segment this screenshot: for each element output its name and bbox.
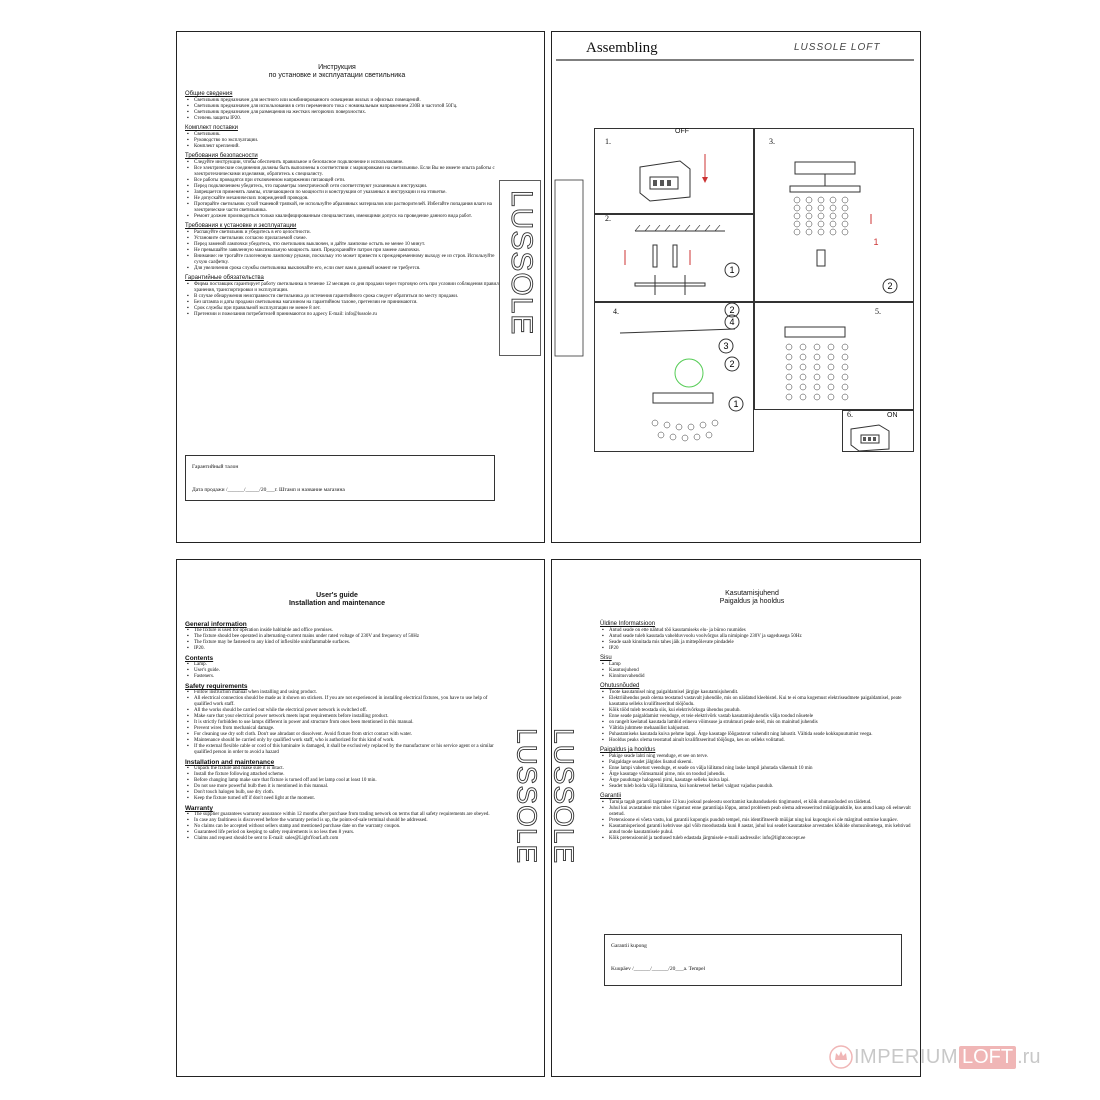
et-list-item: ▪ Kasutusjuhend bbox=[600, 668, 912, 674]
en-section bbox=[185, 683, 503, 756]
ru-list-item: ▪ Без штампа и даты продажи светильника магазином на гарантийном талоне, претензии не принимаются. bbox=[185, 300, 503, 306]
ru-list-item: ▪ Все работы проводятся при отключенном напряжении питающей сети. bbox=[185, 178, 503, 184]
et-list-item: ▪ Juhul kui avastatakse mis tahes vigastust enne garantiiaja lõppu, antud probleem peab olema adresseeritud müügipunktile, kus antud kaup oli eelnevalt ostetud. bbox=[600, 806, 912, 818]
brand-logo: LUSSOLE LOFT bbox=[794, 42, 881, 53]
step-1-panel bbox=[594, 128, 754, 214]
ru-coupon-line: Дата продажи /______/_____/20___г. Штамп и название магазина bbox=[192, 487, 345, 493]
en-list-item: ▪ It is strictly forbidden to use lamps different in power and structure from ones been mentioned in this manual. bbox=[185, 720, 503, 726]
lussole-vertical-logo bbox=[499, 180, 541, 356]
vertical-logo-text-en: LUSSOLE bbox=[511, 728, 543, 865]
et-list-item: ▪ Elektriühendus peab olema teostatud vastavalt juhendile, mis on näidatud kleebistel. Kui te ei oma kogemust elektriseadmete paigaldamisel, peate kasutama selleks kvalifitseeritud tööjõudu. bbox=[600, 696, 912, 708]
et-list-item: ▪ Kasutamisperiood garantii kehtivuse ajal võib moodustada kuni 8 aastat, juhul kui seadet kasutatakse arvestades kõikide ohutusnõuetega, mis kehtivad antud toode kasutamisele puhul. bbox=[600, 824, 912, 836]
et-section bbox=[600, 793, 912, 842]
wiring-diagram bbox=[615, 313, 755, 451]
en-list-item: ▪ Maintenance should be carried only by qualified work staff, who is authorized for this kind of work. bbox=[185, 738, 503, 744]
en-section-heading: Installation and maintenance bbox=[185, 759, 275, 766]
lussole-vertical-logo-et bbox=[548, 720, 582, 900]
chandelier-mount-diagram bbox=[775, 154, 905, 294]
ru-list-item: ▪ Ремонт должен производиться только квалифицированным специалистами, имеющими допуск на проведение данного вида работ. bbox=[185, 214, 503, 220]
ru-section-heading: Требования к установке и эксплуатации bbox=[185, 223, 297, 229]
step-3-number: 3. bbox=[769, 137, 775, 146]
crown-logo-icon bbox=[828, 1044, 854, 1070]
en-list-item: ▪ Prevent wires from mechanical damage. bbox=[185, 726, 503, 732]
en-list-item: ▪ All electrical connection should be made as it shown on stickers. If you are not experienced in installing electrical fixtures, you have to use help of qualified work staff. bbox=[185, 696, 503, 708]
en-list-item: ▪ Keep the fixture turned off if don't need light at the moment. bbox=[185, 796, 503, 802]
page-en-users-guide bbox=[176, 559, 545, 1077]
page-assembling bbox=[551, 31, 921, 543]
marker-2b-icon bbox=[881, 277, 899, 295]
svg-text:1: 1 bbox=[729, 265, 735, 275]
en-list-item: ▪ The fixture is used for operation inside habitable and office premises. bbox=[185, 628, 503, 634]
finished-chandelier-diagram bbox=[775, 323, 855, 407]
ru-list-item: ▪ Не превышайте заявленную максимальную мощность ламп. Предохраняйте патрон при замене лампочки. bbox=[185, 248, 503, 254]
ru-section-heading: Общие сведения bbox=[185, 91, 233, 97]
et-list-item: ▪ Antud seade on ette nähtud töö kasutamiseks elu- ja büroo ruumides bbox=[600, 628, 912, 634]
vertical-logo-text: LUSSOLE bbox=[505, 190, 539, 336]
et-list-item: ▪ Kinnitusvahendid bbox=[600, 674, 912, 680]
et-warranty-coupon bbox=[604, 934, 902, 986]
et-section bbox=[600, 621, 912, 652]
en-list-item: ▪ No claims can be accepted without sellers stamp and mentioned purchase date on the warranty coupon. bbox=[185, 824, 503, 830]
et-list-item: ▪ Seade saab kinnitada mis tahes jäik ja mittepõlevate pindadele bbox=[600, 640, 912, 646]
marker-4-icon bbox=[723, 313, 741, 331]
ru-coupon-title: Гарантийный талон bbox=[192, 464, 239, 470]
ru-title: Инструкция bbox=[318, 64, 356, 71]
ru-section-heading: Комплект поставки bbox=[185, 125, 238, 131]
ru-list-item: ▪ Комплект креплений. bbox=[185, 144, 503, 150]
en-list-item: ▪ Fasteners. bbox=[185, 674, 503, 680]
step-3-panel bbox=[754, 128, 914, 302]
watermark-loft: LOFT bbox=[959, 1046, 1016, 1069]
ru-list-item: ▪ Протирайте светильник сухой тканевой тряпкой, не используйте абразивных материалов или растворителей. Избегайте попадания влаги на электрические части светильника. bbox=[185, 202, 503, 214]
lussole-vertical-logo-en bbox=[507, 720, 543, 900]
ru-section bbox=[185, 91, 503, 122]
ru-list-item: ▪ Внимание: не трогайте галогеновую лампочку руками, поскольку это может привести к преждевременному выходу ее из строя. Используйте сухую салфетку. bbox=[185, 254, 503, 266]
ru-section bbox=[185, 275, 503, 318]
ru-list-item: ▪ Срок службы при правильной эксплуатации не менее 8 лет. bbox=[185, 306, 503, 312]
en-section-heading: Safety requirements bbox=[185, 683, 248, 690]
en-list-item: ▪ The supplier guarantees warranty assurance within 12 months after purchase from trading network on terms that all safety requirements are obeyed. bbox=[185, 812, 503, 818]
en-list-item: ▪ Before changing lamp make sure that fixture is turned off and let lamp cool at least 10 min. bbox=[185, 778, 503, 784]
et-section-heading: Paigaldus ja hooldus bbox=[600, 747, 656, 753]
assembling-title: Assembling bbox=[586, 40, 658, 56]
et-section bbox=[600, 747, 912, 790]
et-list-item: ▪ Enne lampi vahetust veenduge, et seade on välja lülitatud ning laske lampil jahutada vähemalt 10 min bbox=[600, 766, 912, 772]
en-list-item: ▪ Unpack the fixture and make sure it is intact. bbox=[185, 766, 503, 772]
page-ru-instructions bbox=[176, 31, 545, 543]
marker-1-icon bbox=[723, 261, 741, 279]
en-list-item: ▪ User's guide. bbox=[185, 668, 503, 674]
en-section bbox=[185, 621, 503, 652]
en-section-heading: General information bbox=[185, 621, 247, 628]
ru-list-item: ▪ Светильник. bbox=[185, 132, 503, 138]
page-et-kasutamisjuhend bbox=[548, 559, 921, 1077]
svg-text:1: 1 bbox=[873, 237, 879, 247]
en-title: User's guide bbox=[316, 592, 358, 599]
svg-text:4: 4 bbox=[729, 317, 735, 327]
en-section bbox=[185, 759, 503, 802]
et-title: Kasutamisjuhend bbox=[725, 590, 779, 597]
ru-warranty-coupon bbox=[185, 455, 495, 501]
en-list-item: ▪ All the works should be carried out while the electrical power network is switched off. bbox=[185, 708, 503, 714]
watermark-imperium: IMPERIUM bbox=[854, 1045, 958, 1068]
et-list-item: ▪ Lamp bbox=[600, 662, 912, 668]
en-list-item: ▪ Install the fixture following attached scheme. bbox=[185, 772, 503, 778]
et-list-item: ▪ Ärge kasutage võimsamaid pirne, mis on toodud juhendis. bbox=[600, 772, 912, 778]
step-2-panel bbox=[594, 214, 754, 315]
marker-3-icon bbox=[717, 337, 735, 355]
ru-list-item: ▪ В случае обнаружения неисправности светильника до истечения гарантийного срока следует обратиться по месту продажи. bbox=[185, 294, 503, 300]
en-body bbox=[185, 618, 503, 842]
et-section-heading: Sisu bbox=[600, 655, 612, 661]
et-list-item: ▪ Seadet tuleb hoida välja lülitatuna, kui konkreetsel hetkel valgust vajadus puudub. bbox=[600, 784, 912, 790]
svg-text:3: 3 bbox=[723, 341, 729, 351]
en-list-item: ▪ Do not use more powerful bulb then it is mentioned in this manual. bbox=[185, 784, 503, 790]
ru-list-item: ▪ Фирма поставщик гарантирует работу светильника в течение 12 месяцев со дня продажи через торговую сеть при условии соблюдения правил хранения, транспортировки и эксплуатации. bbox=[185, 282, 503, 294]
ru-section-heading: Требования безопасности bbox=[185, 153, 258, 159]
en-section-heading: Contents bbox=[185, 655, 214, 662]
et-section bbox=[600, 655, 912, 680]
ru-list-item: ▪ Степень защиты IP20. bbox=[185, 116, 503, 122]
switch-off-icon bbox=[635, 149, 735, 209]
ru-list-item: ▪ Установите светильник согласно прилагаемой схеме. bbox=[185, 236, 503, 242]
ru-list-item: ▪ Следуйте инструкции, чтобы обеспечить правильное и безопасное подключение и использование. bbox=[185, 160, 503, 166]
marker-1b-icon bbox=[867, 233, 885, 251]
et-list-item: ▪ Paigaldage seadet jälgides lisatud skeemi. bbox=[600, 760, 912, 766]
ru-list-item: ▪ Перед подключением убедитесь, что параметры электрической сети соответствуют указанным в инструкции. bbox=[185, 184, 503, 190]
et-list-item: ▪ Hooldus peaks olema teostatud ainult kvalifitseeritud tööjõuga, kes on selleks volitatud. bbox=[600, 738, 912, 744]
svg-text:2: 2 bbox=[729, 359, 735, 369]
step-2-number: 2. bbox=[605, 214, 611, 223]
off-label: OFF bbox=[675, 128, 689, 135]
et-section bbox=[600, 683, 912, 744]
en-list-item: ▪ IP20. bbox=[185, 646, 503, 652]
marker-2c-icon bbox=[723, 355, 741, 373]
step-5-panel bbox=[754, 302, 914, 410]
et-list-item: ▪ Vältida juhtmete mehaanilist kahjustust. bbox=[600, 726, 912, 732]
vertical-logo-text-et: LUSSOLE bbox=[548, 728, 580, 865]
et-list-item: ▪ Pretensioone ei võeta vastu, kui garantii kupongis puudub tempel, mis identifitseerib müüjat ning kui kupongis ei ole märgitud ostmise kuupäev. bbox=[600, 818, 912, 824]
step-6-panel bbox=[842, 410, 914, 452]
en-list-item: ▪ Don't touch halogen bulb, use dry cloth. bbox=[185, 790, 503, 796]
ru-section bbox=[185, 223, 503, 272]
et-list-item: ▪ Tarnija tagab garantii tagamise 12 kuu jooksul pealeostu sooritamist kaubandusketis tingimustel, et kõik ohutusnõuded on täidetud. bbox=[600, 800, 912, 806]
et-subtitle: Paigaldus ja hooldus bbox=[719, 598, 785, 605]
en-list-item: ▪ In case any faultiness is discovered before the warranty period is up, the points-of-sale terminal should be addressed. bbox=[185, 818, 503, 824]
svg-text:1: 1 bbox=[733, 399, 739, 409]
ru-list-item: ▪ Не допускайте механических повреждений проводов. bbox=[185, 196, 503, 202]
ru-list-item: ▪ Все электрические соединения должны быть выполнены в соответствии с маркировками на светильнике. Если Вы не имеете опыта работы с электротехническими изделиями, обратитесь к специалисту. bbox=[185, 166, 503, 178]
on-label: ON bbox=[887, 412, 898, 419]
en-section bbox=[185, 655, 503, 680]
ru-subtitle: по установке и эксплуатации светильника bbox=[268, 72, 406, 79]
en-list-item: ▪ The fixture may be fastened to any kind of inflexible uninflammable surfaces. bbox=[185, 640, 503, 646]
en-list-item: ▪ Lamp. bbox=[185, 662, 503, 668]
en-list-item: ▪ If the external flexible cable or cord of this luminaire is damaged, it shall be exclusively replaced by the manufacturer or his service agent or a similar qualified person in order to avoid a hazard bbox=[185, 744, 503, 756]
en-list-item: ▪ The fixture should bee operated in alternating-current mains under rated voltage of 230V and frequency of 50Hz bbox=[185, 634, 503, 640]
watermark-domain: .ru bbox=[1017, 1045, 1041, 1068]
ru-list-item: ▪ Перед заменой лампочки убедитесь, что светильник выключен, и дайте лампочке остыть не менее 10 минут. bbox=[185, 242, 503, 248]
step-5-number: 5. bbox=[875, 307, 881, 316]
ru-list-item: ▪ Светильник предназначен для местного или комбинированного освещения жилых и офисных помещений. bbox=[185, 98, 503, 104]
ru-section bbox=[185, 153, 503, 220]
en-list-item: ▪ Make sure that your electrical power network meets input requirements before installing product. bbox=[185, 714, 503, 720]
ru-body bbox=[185, 88, 503, 318]
step-4-panel bbox=[594, 302, 754, 452]
et-coupon-title: Garantii kupong bbox=[611, 943, 647, 949]
step-6-number: 6. bbox=[847, 410, 853, 419]
marker-1c-icon bbox=[727, 395, 745, 413]
et-list-item: ▪ Ärge puudutage halogeeni pirni, kasutage selleks kuiva lapi. bbox=[600, 778, 912, 784]
en-list-item: ▪ Follow instruction manual when installing and using product. bbox=[185, 690, 503, 696]
en-section-heading: Warranty bbox=[185, 805, 213, 812]
svg-text:2: 2 bbox=[887, 281, 893, 291]
et-list-item: ▪ Pakige seade lahti ning veenduge, et see on terve. bbox=[600, 754, 912, 760]
en-list-item: ▪ Guaranteed life period on keeping to safety requirements is no less then 8 years. bbox=[185, 830, 503, 836]
et-list-item: ▪ Kõik tööd tuleb teostada siis, kui elektrivõrkuga ühendus puudub. bbox=[600, 708, 912, 714]
en-section bbox=[185, 805, 503, 842]
en-list-item: ▪ Claims and request should be sent to E-mail: sales@LightYourLoft.com bbox=[185, 836, 503, 842]
ru-section bbox=[185, 125, 503, 150]
et-section-heading: Garantii bbox=[600, 793, 622, 799]
et-section-heading: Üldine Informatsioon bbox=[600, 621, 656, 627]
svg-text:2: 2 bbox=[729, 305, 735, 315]
ru-list-item: ▪ Светильник предназначен для размещения на жестких негорючих поверхностях. bbox=[185, 110, 503, 116]
et-list-item: ▪ Enne seade paigaldamist veenduge, et teie elektrivõrk vastab kasutamisjuhendis välja toodud nõuetele bbox=[600, 714, 912, 720]
imperiumloft-watermark bbox=[828, 1043, 1040, 1071]
et-list-item: ▪ IP20 bbox=[600, 646, 912, 652]
ru-list-item: ▪ Запрещается применять лампы, отличающиеся по мощности и конструкции от указанных в инструкции и на этикетке. bbox=[185, 190, 503, 196]
step-4-number: 4. bbox=[613, 307, 619, 316]
et-list-item: ▪ Antud seade tuleb kasutada vahelduvvoolu voolvõrgus alla nimipinge 230V ja sagedusega 50Hz bbox=[600, 634, 912, 640]
et-list-item: ▪ Puhastamiseks kasutada kuiva pehme lappi. Ärge kasutage lõõgastavat vahendit ning lahustit. Vältida seade kokkupuutumist veega. bbox=[600, 732, 912, 738]
ru-list-item: ▪ Руководство по эксплуатации. bbox=[185, 138, 503, 144]
et-list-item: ▪ Toote kasutamisel ning paigaldamisel järgige kasutamisjuhendit. bbox=[600, 690, 912, 696]
switch-on-icon bbox=[849, 423, 899, 451]
step-1-number: 1. bbox=[605, 137, 611, 146]
ru-list-item: ▪ Для увеличения срока службы светильника выключайте его, если свет вам в данный момент не требуется. bbox=[185, 266, 503, 272]
ru-section-heading: Гарантийные обязательства bbox=[185, 275, 264, 281]
et-section-heading: Ohutusnõuded bbox=[600, 683, 640, 689]
ru-list-item: ▪ Претензии и пожелания потребителей принимаются по адресу E-mail: info@lussole.ru bbox=[185, 312, 503, 318]
ru-list-item: ▪ Светильник предназначен для использования в сети переменного тока с номинальным напряжением 230В и частотой 50Гц. bbox=[185, 104, 503, 110]
ru-list-item: ▪ Распакуйте светильник и убедитесь в его целостности. bbox=[185, 230, 503, 236]
et-list-item: ▪ on rangelt keelatud kasutada lambid erineva võimsuse ja struktuuri peale neid, mis on mainitud juhendis bbox=[600, 720, 912, 726]
en-subtitle: Installation and maintenance bbox=[288, 600, 386, 607]
et-list-item: ▪ Kõik pretensioonid ja taotlused tuleb edastada järgmisele e-maili aadressile: info@lightconcept.ee bbox=[600, 836, 912, 842]
et-coupon-line: Kuupäev /______/______/20___a. Tempel bbox=[611, 966, 706, 972]
en-list-item: ▪ For cleaning use dry soft cloth. Don't use abradant or dissolvent. Avoid fixture from strict contact with water. bbox=[185, 732, 503, 738]
et-body bbox=[600, 618, 912, 842]
